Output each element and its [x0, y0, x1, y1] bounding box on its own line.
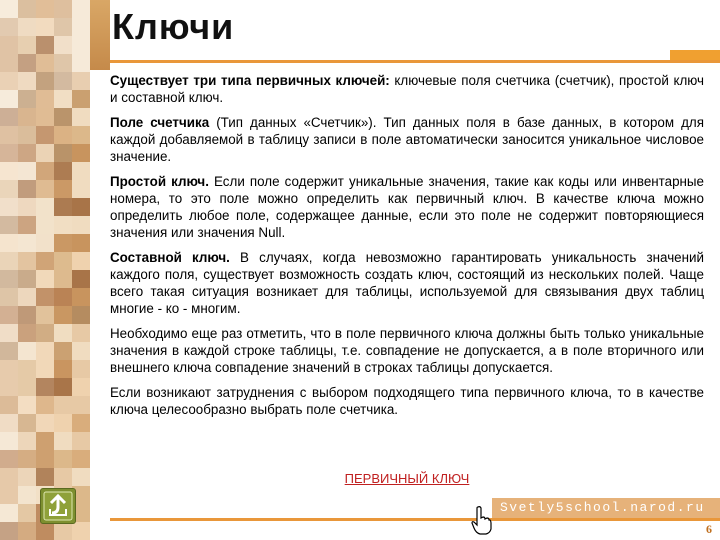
mosaic-tile — [36, 270, 54, 288]
bottom-divider — [110, 518, 720, 521]
mosaic-tile — [0, 144, 18, 162]
paragraph-text: Необходимо еще раз отметить, что в поле первичного ключа должны быть только уникальные значения в каждой строке таблицы, т.е. совпадение не допускается, а в поле вторичного или внешнего ключа совпадение значений в строках таблицы допускается. — [110, 326, 704, 375]
mosaic-tile — [54, 342, 72, 360]
paragraph-lead: Составной ключ. — [110, 250, 230, 265]
mosaic-tile — [54, 144, 72, 162]
paragraph-simple-key — [110, 173, 704, 241]
mosaic-tile — [0, 324, 18, 342]
title-divider — [110, 60, 720, 63]
mosaic-tile — [36, 414, 54, 432]
mosaic-tile — [0, 162, 18, 180]
mosaic-tile — [0, 0, 18, 18]
mosaic-tile — [36, 342, 54, 360]
paragraph-types — [110, 72, 704, 106]
mosaic-tile — [36, 90, 54, 108]
mosaic-tile — [0, 306, 18, 324]
mosaic-tile — [18, 144, 36, 162]
paragraph-text: (Тип данных «Счетчик»). Тип данных поля в базе данных, в котором для каждой добавляемой в таблицу записи в поле автоматически заносится уникальное числовое значение. — [110, 115, 704, 164]
mosaic-tile — [18, 234, 36, 252]
back-button[interactable] — [40, 488, 76, 524]
mosaic-tile — [54, 450, 72, 468]
mosaic-tile — [54, 108, 72, 126]
mosaic-tile — [0, 432, 18, 450]
mosaic-tile — [54, 126, 72, 144]
mosaic-tile — [72, 180, 90, 198]
mosaic-tile — [54, 306, 72, 324]
mosaic-tile — [54, 360, 72, 378]
mosaic-tile — [54, 0, 72, 18]
mosaic-tile — [72, 18, 90, 36]
mosaic-tile — [18, 126, 36, 144]
mosaic-tile — [18, 270, 36, 288]
mosaic-tile — [72, 216, 90, 234]
mosaic-tile — [72, 324, 90, 342]
mosaic-tile — [36, 180, 54, 198]
mosaic-tile — [72, 288, 90, 306]
mosaic-tile — [54, 72, 72, 90]
mosaic-tile — [18, 162, 36, 180]
paragraph-uniqueness — [110, 325, 704, 376]
mosaic-tile — [18, 414, 36, 432]
mosaic-tile — [36, 126, 54, 144]
link-container — [110, 470, 704, 488]
mosaic-tile — [72, 306, 90, 324]
mosaic-tile — [18, 180, 36, 198]
mosaic-tile — [36, 234, 54, 252]
paragraph-lead: Простой ключ. — [110, 174, 209, 189]
mosaic-tile — [0, 342, 18, 360]
mosaic-tile — [72, 432, 90, 450]
mosaic-tile — [54, 198, 72, 216]
mosaic-tile — [54, 90, 72, 108]
primary-key-link[interactable]: ПЕРВИЧНЫЙ КЛЮЧ — [344, 471, 470, 486]
mosaic-tile — [72, 252, 90, 270]
mosaic-tile — [0, 234, 18, 252]
mosaic-tile — [18, 198, 36, 216]
mosaic-tile — [0, 90, 18, 108]
mosaic-tile — [36, 216, 54, 234]
mosaic-tile — [54, 54, 72, 72]
paragraph-text: В случаях, когда невозможно гарантировать уникальность значений каждого поля, существует возможность создать ключ, состоящий из нескольких полей. Чаще всего такая ситуация возникает для таблицы, используемой для связывания двух таблиц многие - ко - многим. — [110, 250, 704, 316]
hand-cursor-icon — [470, 505, 492, 535]
paragraph-lead: Существует три типа первичных ключей: — [110, 73, 390, 88]
mosaic-tile — [72, 198, 90, 216]
mosaic-tile — [72, 234, 90, 252]
mosaic-tile — [54, 432, 72, 450]
mosaic-tile — [36, 18, 54, 36]
mosaic-tile — [18, 54, 36, 72]
mosaic-tile — [0, 18, 18, 36]
mosaic-tile — [36, 72, 54, 90]
mosaic-tile — [18, 252, 36, 270]
mosaic-tile — [36, 54, 54, 72]
mosaic-tile — [0, 54, 18, 72]
paragraph-advice — [110, 384, 704, 418]
mosaic-tile — [72, 414, 90, 432]
paragraph-text: Если поле содержит уникальные значения, такие как коды или инвентарные номера, то это поле можно определить как первичный ключ. В качестве ключа можно определить любое поле, содержащее данные, если это поле не содержит повторяющиеся значения или значения Null. — [110, 174, 704, 240]
mosaic-tile — [72, 54, 90, 72]
mosaic-tile — [0, 216, 18, 234]
mosaic-tile — [0, 180, 18, 198]
mosaic-tile — [36, 198, 54, 216]
mosaic-tile — [54, 414, 72, 432]
mosaic-tile — [72, 0, 90, 18]
mosaic-tile — [54, 216, 72, 234]
mosaic-tile — [0, 486, 18, 504]
mosaic-tile — [54, 162, 72, 180]
mosaic-tile — [36, 396, 54, 414]
mosaic-tile — [0, 126, 18, 144]
mosaic-tile — [18, 378, 36, 396]
back-arrow-icon — [41, 489, 75, 523]
site-footer: Svetly5school.narod.ru — [492, 498, 720, 518]
mosaic-tile — [54, 18, 72, 36]
mosaic-tile — [72, 360, 90, 378]
mosaic-tile — [0, 396, 18, 414]
mosaic-tile — [54, 36, 72, 54]
mosaic-tile — [72, 36, 90, 54]
mosaic-tile — [72, 162, 90, 180]
mosaic-tile — [36, 432, 54, 450]
mosaic-tile — [0, 522, 18, 540]
mosaic-tile — [18, 72, 36, 90]
mosaic-tile — [0, 378, 18, 396]
mosaic-tile — [36, 144, 54, 162]
mosaic-tile — [0, 198, 18, 216]
paragraph-text: Если возникают затруднения с выбором подходящего типа первичного ключа, то в качестве ключа целесообразно выбрать поле счетчика. — [110, 385, 704, 417]
mosaic-tile — [0, 414, 18, 432]
mosaic-tile — [18, 432, 36, 450]
mosaic-tile — [54, 270, 72, 288]
mosaic-tile — [36, 0, 54, 18]
mosaic-tile — [36, 378, 54, 396]
mosaic-tile — [18, 504, 36, 522]
mosaic-tile — [0, 504, 18, 522]
mosaic-tile — [0, 468, 18, 486]
mosaic-tile — [0, 360, 18, 378]
mosaic-tile — [36, 450, 54, 468]
mosaic-tile — [0, 270, 18, 288]
mosaic-tile — [36, 306, 54, 324]
mosaic-tile — [72, 144, 90, 162]
page-title: Ключи — [112, 6, 235, 47]
mosaic-tile — [36, 468, 54, 486]
mosaic-tile — [54, 234, 72, 252]
mosaic-tile — [18, 324, 36, 342]
mosaic-tile — [72, 270, 90, 288]
mosaic-tile — [72, 450, 90, 468]
mosaic-tile — [72, 342, 90, 360]
mosaic-tile — [72, 126, 90, 144]
mosaic-tile — [54, 396, 72, 414]
mosaic-tile — [72, 72, 90, 90]
mosaic-tile — [18, 36, 36, 54]
mosaic-tile — [72, 90, 90, 108]
mosaic-tile — [0, 72, 18, 90]
title-accent — [670, 50, 720, 60]
mosaic-tile — [36, 108, 54, 126]
mosaic-tile — [54, 252, 72, 270]
mosaic-tile — [18, 18, 36, 36]
mosaic-tile — [0, 288, 18, 306]
mosaic-tile — [18, 216, 36, 234]
mosaic-tile — [72, 378, 90, 396]
mosaic-tile — [18, 522, 36, 540]
mosaic-tile — [54, 180, 72, 198]
mosaic-tile — [18, 90, 36, 108]
mosaic-tile — [36, 162, 54, 180]
paragraph-lead: Поле счетчика — [110, 115, 210, 130]
mosaic-tile — [36, 324, 54, 342]
mosaic-tile — [54, 288, 72, 306]
mosaic-tile — [36, 252, 54, 270]
mosaic-tile — [72, 108, 90, 126]
mosaic-tile — [0, 108, 18, 126]
mosaic-tile — [54, 324, 72, 342]
mosaic-tile — [36, 288, 54, 306]
paragraph-composite-key — [110, 249, 704, 317]
mosaic-tile — [54, 468, 72, 486]
mosaic-tile — [54, 378, 72, 396]
mosaic-tile — [36, 360, 54, 378]
mosaic-tile — [18, 486, 36, 504]
slide-content — [110, 72, 704, 426]
mosaic-tile — [0, 252, 18, 270]
mosaic-tile — [18, 360, 36, 378]
mosaic-tile — [72, 468, 90, 486]
mosaic-tile — [18, 342, 36, 360]
mosaic-tile — [18, 396, 36, 414]
mosaic-tile — [36, 36, 54, 54]
mosaic-tile — [72, 396, 90, 414]
mosaic-tile — [18, 450, 36, 468]
paragraph-counter — [110, 114, 704, 165]
mosaic-tile — [18, 306, 36, 324]
mosaic-tile — [18, 0, 36, 18]
page-number: 6 — [706, 522, 712, 536]
mosaic-tile — [18, 288, 36, 306]
mosaic-tile — [0, 36, 18, 54]
paragraph-text: ключевые поля счетчика (счетчик), простой ключ и составной ключ. — [110, 73, 705, 105]
decorative-strip — [90, 0, 110, 70]
decorative-mosaic — [0, 0, 90, 540]
mosaic-tile — [18, 108, 36, 126]
mosaic-tile — [0, 450, 18, 468]
mosaic-tile — [18, 468, 36, 486]
